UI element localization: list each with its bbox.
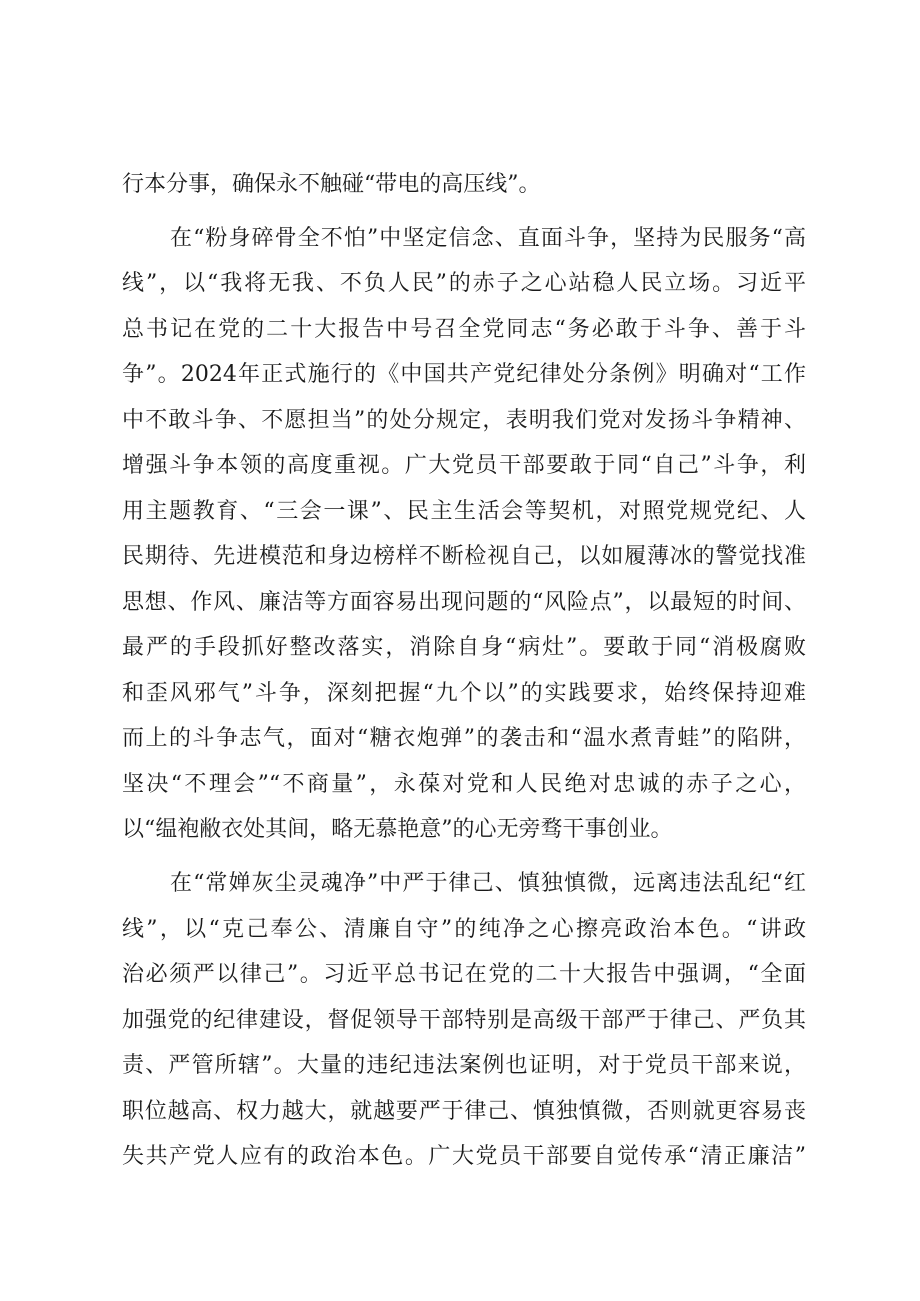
paragraph-2-line-13: 坚决“不理会”“不商量”，永葆对党和人民绝对忠诚的赤子之心， xyxy=(122,772,806,797)
paragraph-1-line-1: 行本分事，确保永不触碰“带电的高压线”。 xyxy=(122,172,541,197)
paragraph-3-line-5: 责、严管所辖”。大量的违纪违法案例也证明，对于党员干部来说， xyxy=(122,1053,806,1078)
paragraph-2-line-12: 而上的斗争志气，面对“糖衣炮弹”的袭击和“温水煮青蛙”的陷阱， xyxy=(122,726,806,751)
paragraph-2-line-7: 用主题教育、“三会一课”、民主生活会等契机，对照党规党纪、人 xyxy=(122,499,806,524)
paragraph-3-line-1: 在“常婵灰尘灵魂净”中严于律己、慎独慎微，远离违法乱纪“红 xyxy=(170,871,806,896)
paragraph-3-line-2: 线”，以“克己奉公、清廉自守”的纯净之心擦亮政治本色。“讲政 xyxy=(122,917,806,942)
paragraph-2-line-9: 思想、作风、廉洁等方面容易出现问题的“风险点”，以最短的时间、 xyxy=(122,590,806,615)
paragraph-2-line-6: 增强斗争本领的高度重视。广大党员干部要敢于同“自己”斗争，利 xyxy=(122,453,806,478)
paragraph-2-line-14: 以“缊袍敝衣处其间，略无慕艳意”的心无旁骛干事创业。 xyxy=(122,817,673,842)
paragraph-2-line-10: 最严的手段抓好整改落实，消除自身“病灶”。要敢于同“消极腐败 xyxy=(122,635,806,660)
paragraph-2-line-4: 争”。2024年正式施行的《中国共产党纪律处分条例》明确对“工作 xyxy=(122,362,806,387)
paragraph-3-line-3: 治必须严以律己”。习近平总书记在党的二十大报告中强调，“全面 xyxy=(122,962,806,987)
paragraph-2-line-11: 和歪风邪气”斗争，深刻把握“九个以”的实践要求，始终保持迎难 xyxy=(122,681,806,706)
paragraph-3-line-7: 失共产党人应有的政治本色。广大党员干部要自觉传承“清正廉洁” xyxy=(122,1144,806,1169)
paragraph-2-line-2: 线”，以“我将无我、不负人民”的赤子之心站稳人民立场。习近平 xyxy=(122,271,806,296)
paragraph-2-line-5: 中不敢斗争、不愿担当”的处分规定，表明我们党对发扬斗争精神、 xyxy=(122,408,806,433)
paragraph-2-line-8: 民期待、先进模范和身边榜样不断检视自己，以如履薄冰的警觉找准 xyxy=(122,544,806,569)
paragraph-2-line-1: 在“粉身碎骨全不怕”中坚定信念、直面斗争，坚持为民服务“高 xyxy=(170,226,806,251)
paragraph-2-line-3: 总书记在党的二十大报告中号召全党同志“务必敢于斗争、善于斗 xyxy=(122,317,806,342)
paragraph-3-line-4: 加强党的纪律建设，督促领导干部特别是高级干部严于律己、严负其 xyxy=(122,1008,806,1033)
paragraph-3-line-6: 职位越高、权力越大，就越要严于律己、慎独慎微，否则就更容易丧 xyxy=(122,1099,806,1124)
